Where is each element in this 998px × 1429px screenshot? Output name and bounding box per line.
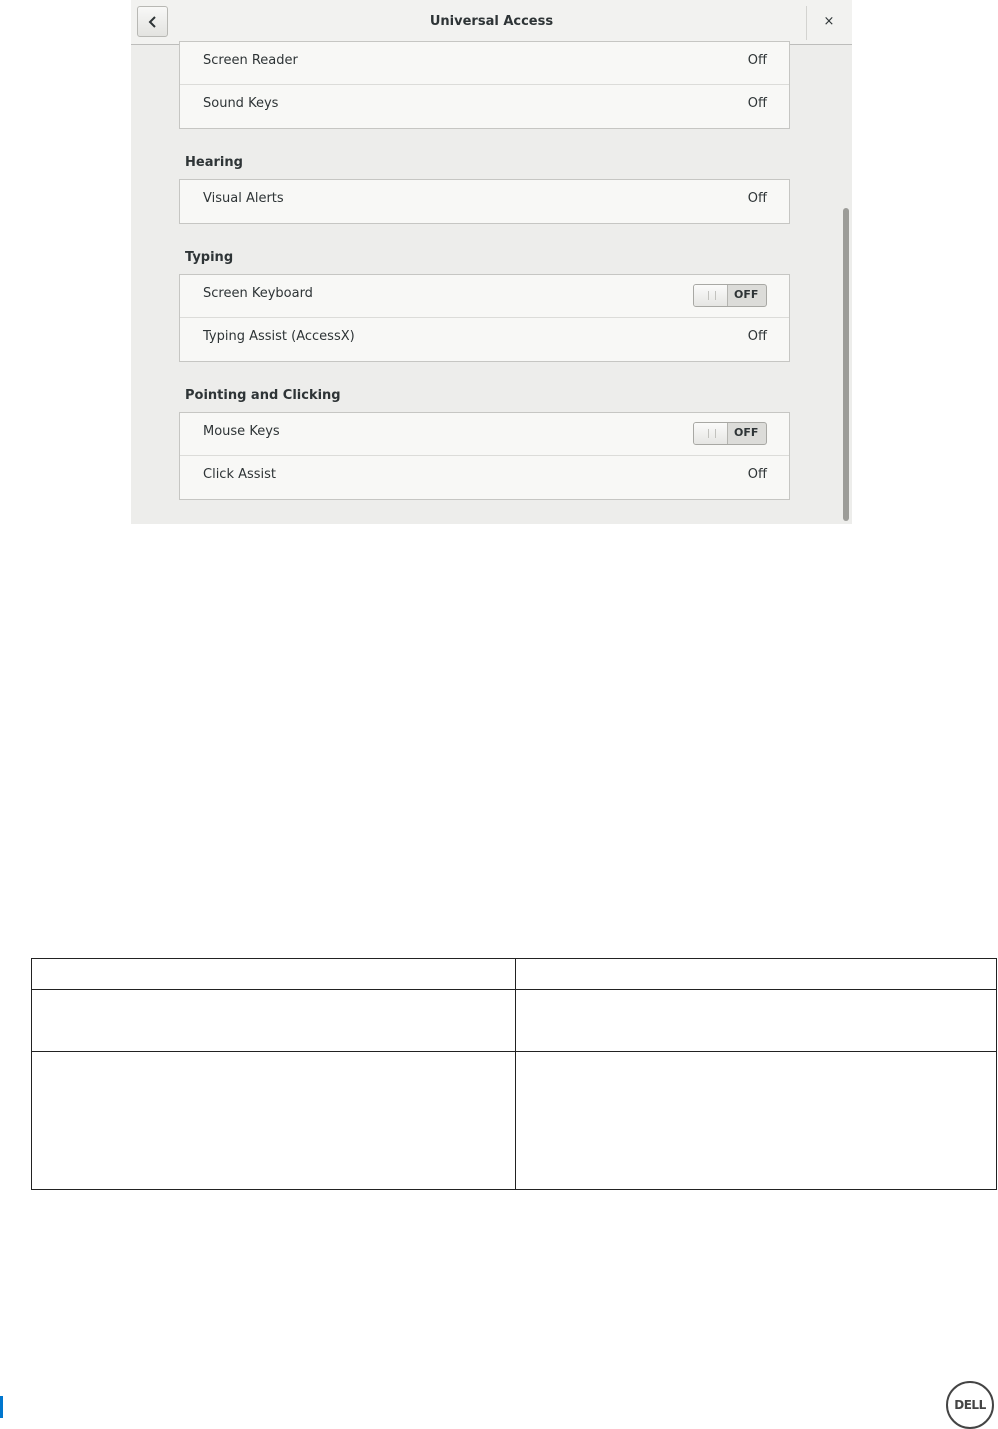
mouse-keys-row <box>180 413 789 456</box>
header-bar <box>131 0 852 45</box>
hearing-group-list <box>179 179 790 224</box>
typing-assist-row[interactable] <box>180 318 789 361</box>
visual-alerts-row[interactable] <box>180 180 789 223</box>
table-row <box>32 1052 997 1190</box>
table-row <box>32 990 997 1052</box>
row-label: Click Assist <box>203 467 277 482</box>
row-value: Off <box>747 53 767 68</box>
hearing-heading: Hearing <box>185 155 243 170</box>
typing-group-list <box>179 274 790 362</box>
screen-keyboard-switch[interactable] <box>693 284 767 307</box>
row-label: Sound Keys <box>203 96 279 111</box>
row-value: Off <box>747 467 767 482</box>
table-cell <box>516 959 997 990</box>
screen-keyboard-row <box>180 275 789 318</box>
universal-access-window <box>131 0 852 524</box>
dell-logo <box>946 1381 994 1429</box>
pointing-group-list <box>179 412 790 500</box>
click-assist-row[interactable] <box>180 456 789 499</box>
sound-keys-row[interactable] <box>180 85 789 128</box>
table-cell <box>516 1052 997 1190</box>
row-label: Mouse Keys <box>203 424 280 439</box>
table-row <box>32 959 997 990</box>
table-cell <box>32 1052 516 1190</box>
typing-heading: Typing <box>185 250 234 265</box>
close-button[interactable]: × <box>823 14 835 29</box>
footer-accent-bar <box>0 1396 3 1418</box>
window-title: Universal Access <box>429 14 554 29</box>
seeing-group-list <box>179 41 790 129</box>
switch-knob <box>694 285 728 306</box>
row-label: Screen Keyboard <box>203 286 313 301</box>
table-cell <box>32 990 516 1052</box>
header-separator <box>806 6 807 40</box>
switch-state-label: OFF <box>734 288 759 301</box>
switch-knob <box>694 423 728 444</box>
row-value: Off <box>747 329 767 344</box>
row-label: Typing Assist (AccessX) <box>203 329 355 344</box>
row-label: Visual Alerts <box>203 191 284 206</box>
logo-text: DELL <box>954 1398 986 1412</box>
row-value: Off <box>747 191 767 206</box>
mouse-keys-switch[interactable] <box>693 422 767 445</box>
row-label: Screen Reader <box>203 53 298 68</box>
row-value: Off <box>747 96 767 111</box>
screen-reader-row[interactable] <box>180 42 789 85</box>
switch-state-label: OFF <box>734 426 759 439</box>
table-cell <box>516 990 997 1052</box>
document-table <box>31 958 997 1190</box>
pointing-heading: Pointing and Clicking <box>185 388 341 403</box>
scrollbar-thumb[interactable] <box>843 208 849 521</box>
table-cell <box>32 959 516 990</box>
